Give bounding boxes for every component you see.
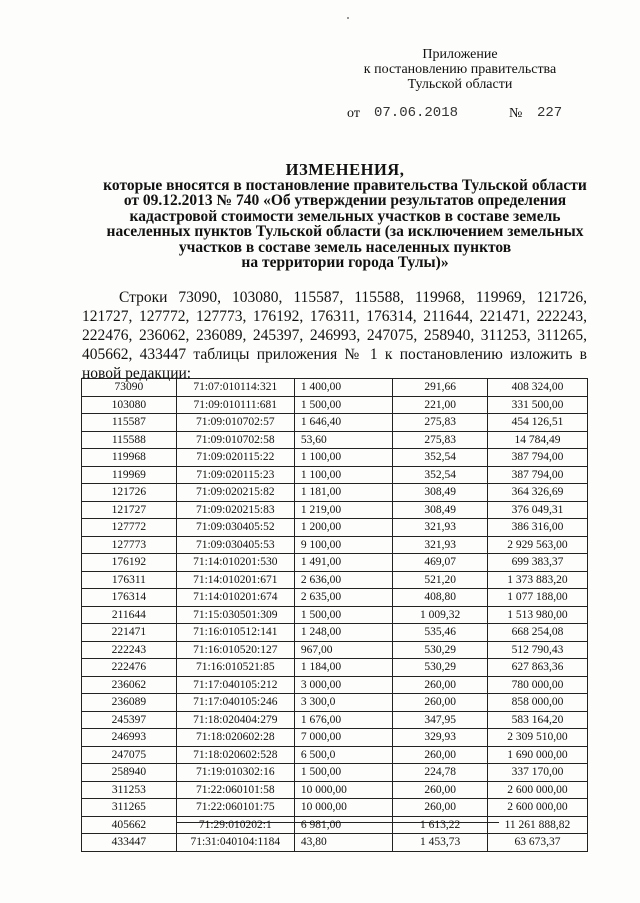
cadastral-value-cell: 668 254,08 xyxy=(487,624,587,642)
unit-value-cell: 260,00 xyxy=(393,781,488,799)
row-number-cell: 119969 xyxy=(82,466,177,484)
row-number-cell: 246993 xyxy=(82,729,177,747)
table-row xyxy=(82,764,588,782)
table-row xyxy=(82,711,588,729)
unit-value-cell: 535,46 xyxy=(393,624,488,642)
row-number-cell: 119968 xyxy=(82,449,177,467)
cadastral-number-cell: 71:09:010702:58 xyxy=(176,431,294,449)
unit-value-cell: 260,00 xyxy=(393,694,488,712)
row-number-cell: 176192 xyxy=(82,554,177,572)
cadastral-value-cell: 2 600 000,00 xyxy=(487,781,587,799)
cadastral-value-cell: 699 383,37 xyxy=(487,554,587,572)
unit-value-cell: 275,83 xyxy=(393,414,488,432)
area-cell: 3 300,0 xyxy=(294,694,393,712)
area-cell: 10 000,00 xyxy=(294,781,393,799)
unit-value-cell: 308,49 xyxy=(393,484,488,502)
cadastral-number-cell: 71:14:010201:674 xyxy=(176,589,294,607)
number-sign: № xyxy=(509,106,523,121)
intro-paragraph xyxy=(82,288,587,383)
cadastral-number-cell: 71:09:030405:53 xyxy=(176,536,294,554)
cadastral-number-cell: 71:09:010702:57 xyxy=(176,414,294,432)
area-cell: 1 248,00 xyxy=(294,624,393,642)
table-row xyxy=(82,624,588,642)
cadastral-value-cell: 627 863,36 xyxy=(487,659,587,677)
unit-value-cell: 521,20 xyxy=(393,571,488,589)
area-cell: 7 000,00 xyxy=(294,729,393,747)
cadastral-value-cell: 1 513 980,00 xyxy=(487,606,587,624)
area-cell: 3 000,00 xyxy=(294,676,393,694)
row-number-cell: 103080 xyxy=(82,396,177,414)
row-number-cell: 127773 xyxy=(82,536,177,554)
title-line: кадастровой стоимости земельных участков в составе земель xyxy=(129,207,561,225)
unit-value-cell: 260,00 xyxy=(393,799,488,817)
cadastral-value-cell: 376 049,31 xyxy=(487,501,587,519)
resolution-number: 227 xyxy=(537,105,563,121)
cadastral-number-cell: 71:09:020215:82 xyxy=(176,484,294,502)
row-number-cell: 311253 xyxy=(82,781,177,799)
area-cell: 1 676,00 xyxy=(294,711,393,729)
area-cell: 10 000,00 xyxy=(294,799,393,817)
title-line: участков в составе земель населенных пунктов xyxy=(178,238,512,256)
area-cell: 1 500,00 xyxy=(294,764,393,782)
cadastral-value-cell: 1 077 188,00 xyxy=(487,589,587,607)
cadastral-value-cell: 2 600 000,00 xyxy=(487,799,587,817)
cadastral-value-cell: 512 790,43 xyxy=(487,641,587,659)
area-cell: 53,60 xyxy=(294,431,393,449)
table-row xyxy=(82,519,588,537)
document-title xyxy=(70,162,620,271)
cadastral-number-cell: 71:09:010111:681 xyxy=(176,396,294,414)
table-row xyxy=(82,694,588,712)
area-cell: 1 646,40 xyxy=(294,414,393,432)
unit-value-cell: 408,80 xyxy=(393,589,488,607)
cadastral-number-cell: 71:09:020115:22 xyxy=(176,449,294,467)
unit-value-cell: 1 453,73 xyxy=(393,834,488,852)
cadastral-value-cell: 14 784,49 xyxy=(487,431,587,449)
table-row xyxy=(82,781,588,799)
unit-value-cell: 1 009,32 xyxy=(393,606,488,624)
cadastral-number-cell: 71:16:010521:85 xyxy=(176,659,294,677)
table-row xyxy=(82,431,588,449)
cadastral-value-cell: 1 373 883,20 xyxy=(487,571,587,589)
row-number-cell: 176314 xyxy=(82,589,177,607)
row-number-cell: 121726 xyxy=(82,484,177,502)
cadastral-value-cell: 331 500,00 xyxy=(487,396,587,414)
cadastral-value-cell: 63 673,37 xyxy=(487,834,587,852)
unit-value-cell: 224,78 xyxy=(393,764,488,782)
appendix-line-1: Приложение xyxy=(422,47,498,62)
cadastral-value-cell: 387 794,00 xyxy=(487,449,587,467)
unit-value-cell: 352,54 xyxy=(393,466,488,484)
unit-value-cell: 321,93 xyxy=(393,519,488,537)
row-number-cell: 247075 xyxy=(82,746,177,764)
row-number-cell: 236089 xyxy=(82,694,177,712)
cadastral-number-cell: 71:17:040105:212 xyxy=(176,676,294,694)
row-number-cell: 121727 xyxy=(82,501,177,519)
cadastral-number-cell: 71:16:010512:141 xyxy=(176,624,294,642)
table-row xyxy=(82,746,588,764)
area-cell: 2 635,00 xyxy=(294,589,393,607)
cadastral-number-cell: 71:09:020215:83 xyxy=(176,501,294,519)
table-row xyxy=(82,484,588,502)
table-row xyxy=(82,414,588,432)
cadastral-value-cell: 11 261 888,82 xyxy=(487,816,587,834)
cadastral-value-cell: 2 309 510,00 xyxy=(487,729,587,747)
table-row xyxy=(82,396,588,414)
title-line: от 09.12.2013 № 740 «Об утверждении результатов определения xyxy=(123,192,567,209)
cadastral-number-cell: 71:22:060101:58 xyxy=(176,781,294,799)
table-row xyxy=(82,449,588,467)
unit-value-cell: 291,66 xyxy=(393,379,488,397)
title-line: которые вносятся в постановление правительства Тульской области xyxy=(103,176,587,194)
cadastral-number-cell: 71:15:030501:309 xyxy=(176,606,294,624)
unit-value-cell: 221,00 xyxy=(393,396,488,414)
unit-value-cell: 347,95 xyxy=(393,711,488,729)
area-cell: 1 500,00 xyxy=(294,606,393,624)
cadastral-value-cell: 583 164,20 xyxy=(487,711,587,729)
cadastral-value-cell: 1 690 000,00 xyxy=(487,746,587,764)
row-number-cell: 127772 xyxy=(82,519,177,537)
unit-value-cell: 469,07 xyxy=(393,554,488,572)
cadastral-number-cell: 71:16:010520:127 xyxy=(176,641,294,659)
cadastral-number-cell: 71:18:020602:528 xyxy=(176,746,294,764)
cadastral-number-cell: 71:29:010202:1 xyxy=(176,816,294,834)
row-number-cell: 221471 xyxy=(82,624,177,642)
cadastral-number-cell: 71:22:060101:75 xyxy=(176,799,294,817)
area-cell: 43,80 xyxy=(294,834,393,852)
area-cell: 9 100,00 xyxy=(294,536,393,554)
table-row xyxy=(82,606,588,624)
row-number-cell: 222243 xyxy=(82,641,177,659)
cadastral-number-cell: 71:18:020602:28 xyxy=(176,729,294,747)
row-number-cell: 433447 xyxy=(82,834,177,852)
unit-value-cell: 321,93 xyxy=(393,536,488,554)
cadastral-value-cell: 780 000,00 xyxy=(487,676,587,694)
area-cell: 2 636,00 xyxy=(294,571,393,589)
row-number-cell: 245397 xyxy=(82,711,177,729)
cadastral-value-cell: 408 324,00 xyxy=(487,379,587,397)
cadastral-number-cell: 71:14:010201:671 xyxy=(176,571,294,589)
table-row xyxy=(82,466,588,484)
resolution-date: 07.06.2018 xyxy=(374,105,459,121)
table-row xyxy=(82,571,588,589)
area-cell: 1 491,00 xyxy=(294,554,393,572)
table-row xyxy=(82,536,588,554)
cadastral-value-cell: 454 126,51 xyxy=(487,414,587,432)
cadastral-table xyxy=(81,378,588,852)
area-cell: 1 100,00 xyxy=(294,466,393,484)
area-cell: 6 981,00 xyxy=(294,816,393,834)
area-cell: 1 100,00 xyxy=(294,449,393,467)
table-row xyxy=(82,641,588,659)
row-number-cell: 176311 xyxy=(82,571,177,589)
cadastral-number-cell: 71:19:010302:16 xyxy=(176,764,294,782)
cadastral-value-cell: 386 316,00 xyxy=(487,519,587,537)
row-number-cell: 211644 xyxy=(82,606,177,624)
table-row xyxy=(82,379,588,397)
area-cell: 6 500,0 xyxy=(294,746,393,764)
row-number-cell: 73090 xyxy=(82,379,177,397)
intro-text: Строки 73090, 103080, 115587, 115588, 119968, 119969, 121726, 121727, 127772, 127773, 176192, 176311, 176314, 211644, 221471, 222243, 222476, 236062, 236089, 245397, 246993, 247075, 258940, 311253, 311265, 405662, 433447 таблицы приложения № 1 к постановлению изложить в новой редакции: xyxy=(82,289,587,382)
row-number-cell: 115587 xyxy=(82,414,177,432)
area-cell: 967,00 xyxy=(294,641,393,659)
title-heading: ИЗМЕНЕНИЯ, xyxy=(285,160,405,179)
area-cell: 1 181,00 xyxy=(294,484,393,502)
cadastral-value-cell: 387 794,00 xyxy=(487,466,587,484)
table-row xyxy=(82,554,588,572)
cadastral-value-cell: 337 170,00 xyxy=(487,764,587,782)
row-number-cell: 311265 xyxy=(82,799,177,817)
area-cell: 1 500,00 xyxy=(294,396,393,414)
cadastral-number-cell: 71:09:030405:52 xyxy=(176,519,294,537)
appendix-line-2: к постановлению правительства xyxy=(363,62,557,77)
table-body xyxy=(82,379,588,852)
cadastral-value-cell: 2 929 563,00 xyxy=(487,536,587,554)
appendix-header xyxy=(355,47,565,92)
table-row xyxy=(82,659,588,677)
row-number-cell: 236062 xyxy=(82,676,177,694)
scan-dot xyxy=(347,17,349,19)
cadastral-number-cell: 71:17:040105:246 xyxy=(176,694,294,712)
unit-value-cell: 275,83 xyxy=(393,431,488,449)
unit-value-cell: 352,54 xyxy=(393,449,488,467)
unit-value-cell: 308,49 xyxy=(393,501,488,519)
cadastral-number-cell: 71:31:040104:1184 xyxy=(176,834,294,852)
unit-value-cell: 260,00 xyxy=(393,676,488,694)
cadastral-number-cell: 71:18:020404:279 xyxy=(176,711,294,729)
date-prefix: от xyxy=(347,106,360,121)
cadastral-number-cell: 71:09:020115:23 xyxy=(176,466,294,484)
appendix-line-3: Тульской области xyxy=(407,77,513,92)
row-number-cell: 222476 xyxy=(82,659,177,677)
row-number-cell: 405662 xyxy=(82,816,177,834)
cadastral-value-cell: 364 326,69 xyxy=(487,484,587,502)
cadastral-number-cell: 71:07:010114:321 xyxy=(176,379,294,397)
title-line: населенных пунктов Тульской области (за исключением земельных xyxy=(106,223,584,240)
row-number-cell: 258940 xyxy=(82,764,177,782)
table-row xyxy=(82,589,588,607)
area-cell: 1 184,00 xyxy=(294,659,393,677)
table-row xyxy=(82,834,588,852)
end-divider xyxy=(177,822,499,823)
table-row xyxy=(82,676,588,694)
unit-value-cell: 1 613,22 xyxy=(393,816,488,834)
area-cell: 1 400,00 xyxy=(294,379,393,397)
unit-value-cell: 530,29 xyxy=(393,641,488,659)
area-cell: 1 200,00 xyxy=(294,519,393,537)
table-row xyxy=(82,729,588,747)
unit-value-cell: 260,00 xyxy=(393,746,488,764)
table-row xyxy=(82,816,588,834)
cadastral-number-cell: 71:14:010201:530 xyxy=(176,554,294,572)
table-row xyxy=(82,501,588,519)
title-line: на территории города Тулы)» xyxy=(241,254,449,271)
table-row xyxy=(82,799,588,817)
unit-value-cell: 530,29 xyxy=(393,659,488,677)
area-cell: 1 219,00 xyxy=(294,501,393,519)
unit-value-cell: 329,93 xyxy=(393,729,488,747)
row-number-cell: 115588 xyxy=(82,431,177,449)
cadastral-value-cell: 858 000,00 xyxy=(487,694,587,712)
